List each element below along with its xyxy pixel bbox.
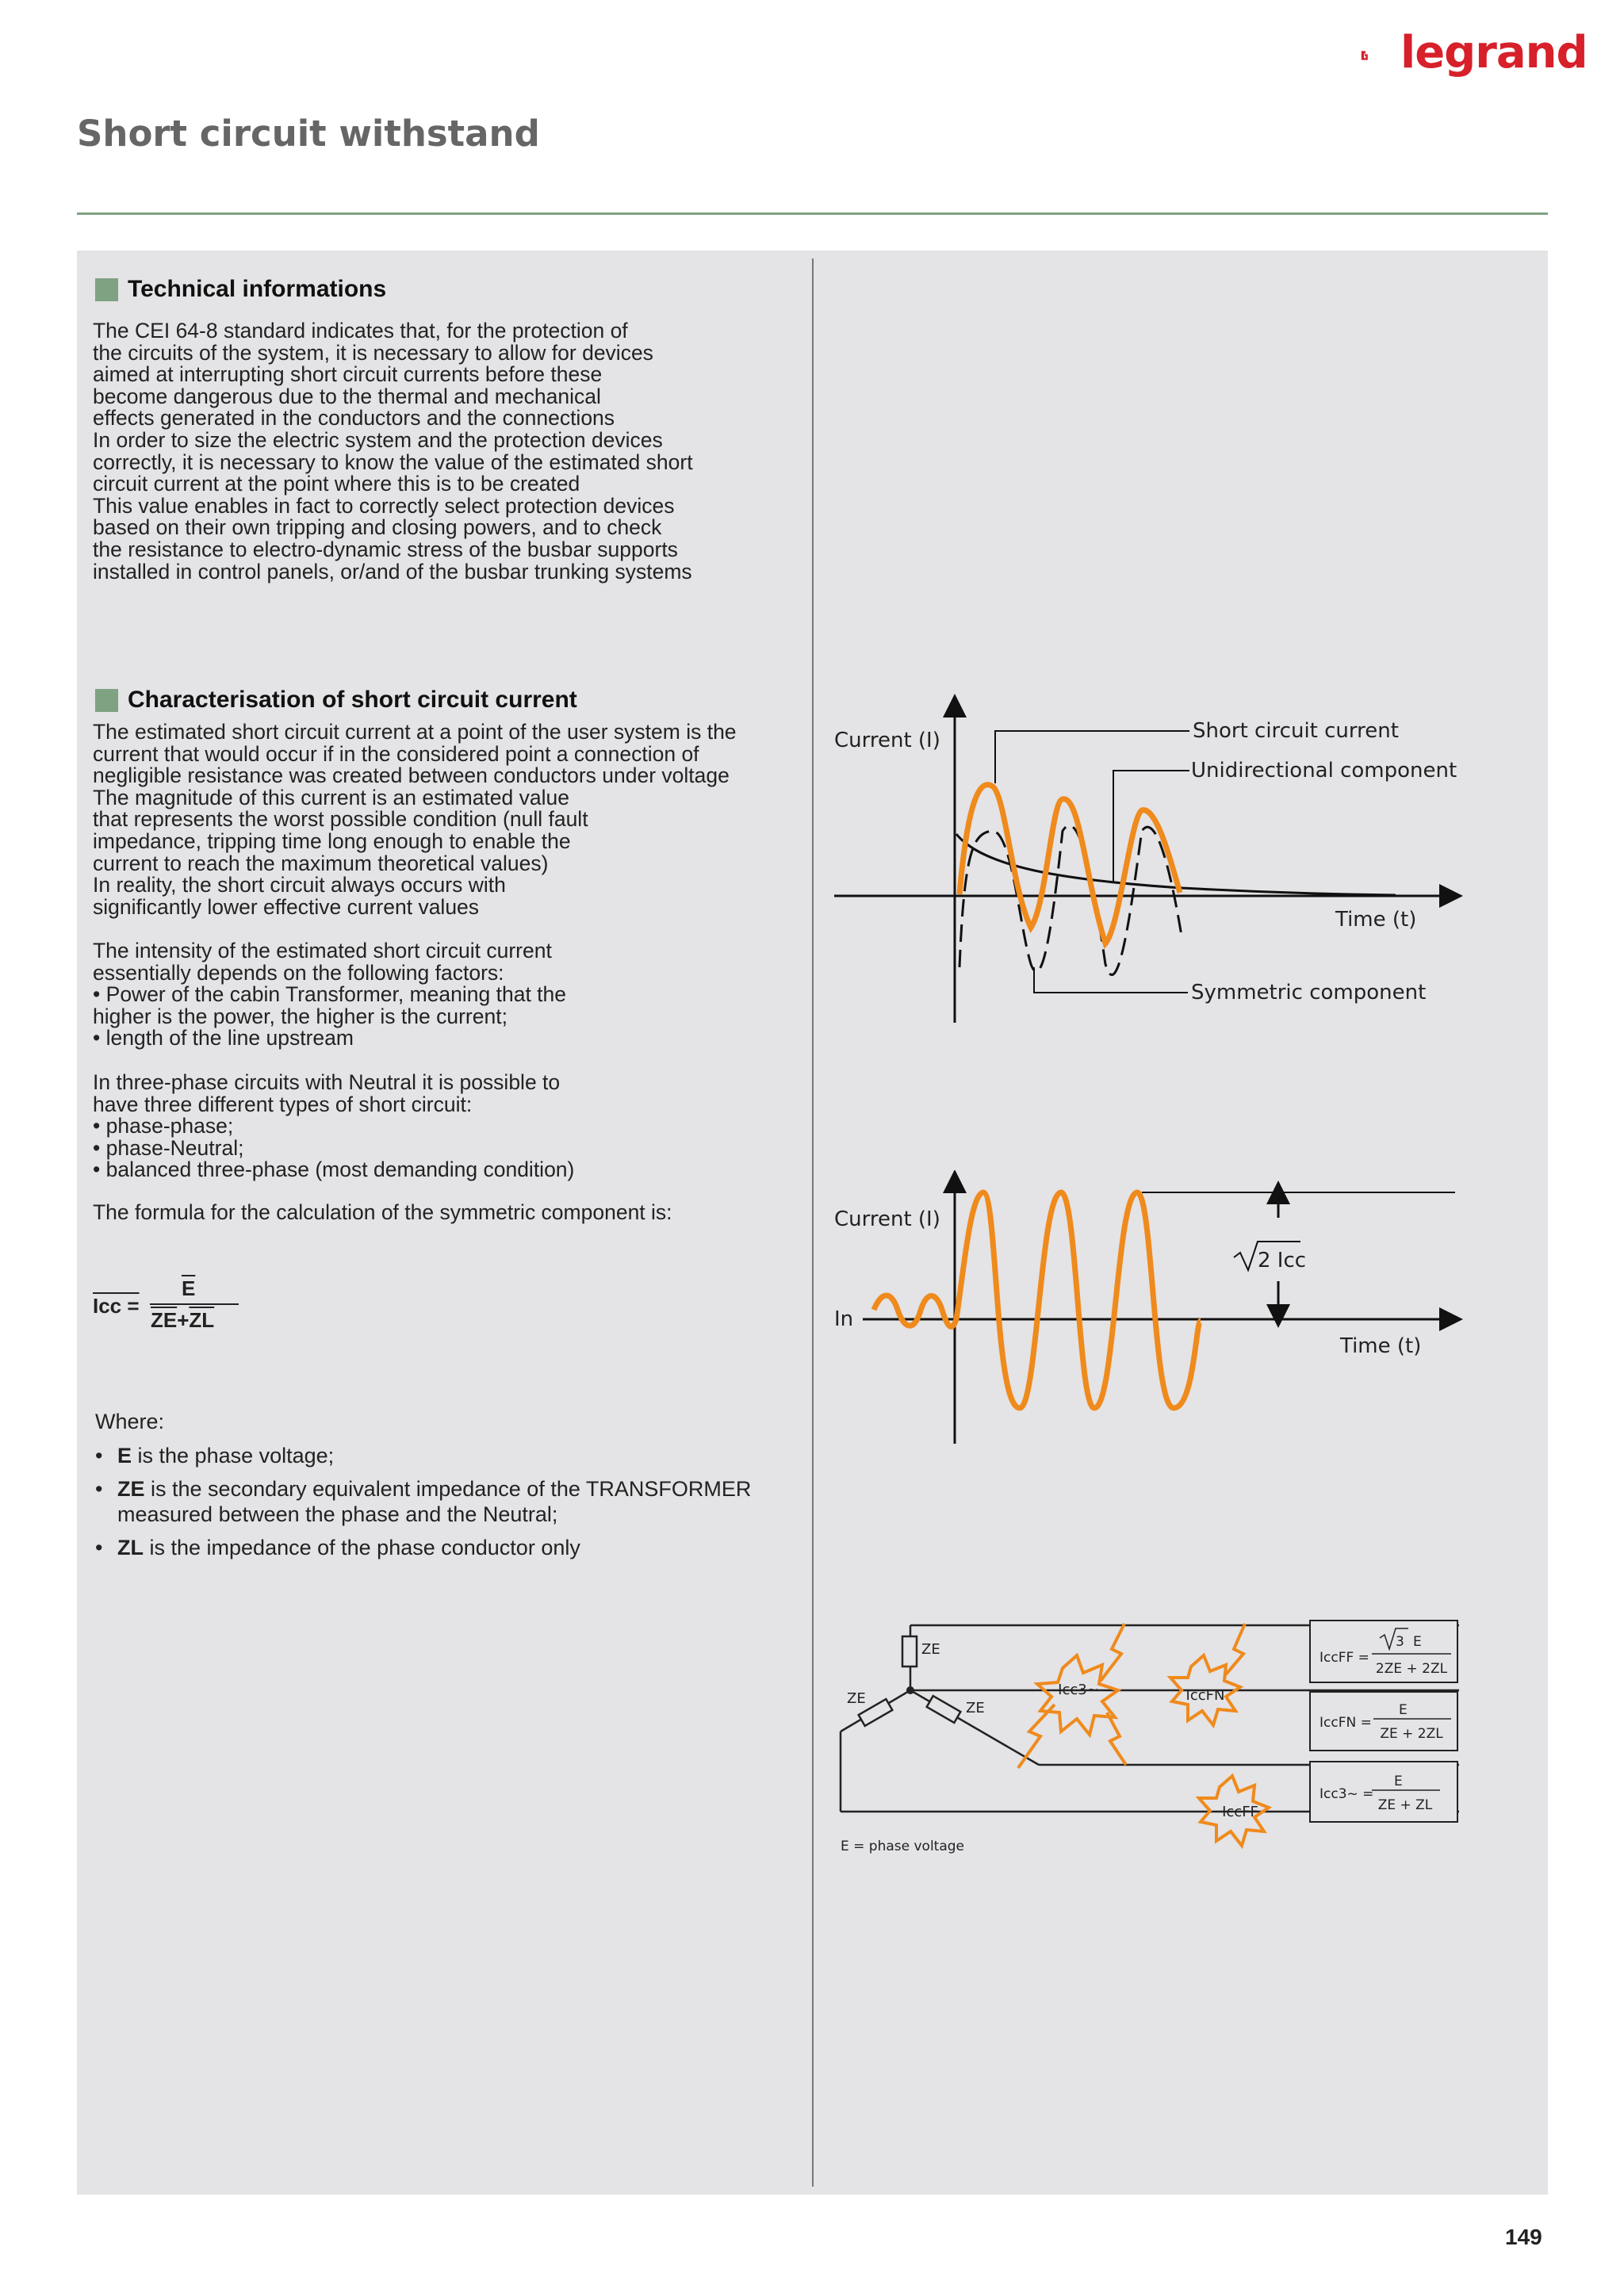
formula-den-a: $\overline{ZE}$ xyxy=(151,1308,178,1332)
where-label: Where: xyxy=(95,1410,165,1433)
callout-symmetric-line xyxy=(1034,967,1188,993)
callout-short-line xyxy=(995,731,1189,783)
callout-unidirectional-label: Unidirectional component xyxy=(1191,759,1457,783)
column-divider xyxy=(812,258,814,2187)
iccfn-label: IccFN xyxy=(1185,1687,1225,1704)
box1-root: 3 xyxy=(1396,1634,1404,1650)
short-circuit-current-curve xyxy=(959,785,1180,943)
section-heading-text: Technical informations xyxy=(128,276,387,302)
list-item xyxy=(95,1535,793,1560)
impedance-right xyxy=(927,1696,961,1723)
formula-den-plus: + xyxy=(177,1308,190,1332)
legrand-logo-icon xyxy=(1361,33,1399,78)
formula-numerator: $\overline{E}$ xyxy=(182,1276,196,1300)
list-item xyxy=(95,1443,793,1468)
section-heading-text: Characterisation of short circuit current xyxy=(128,687,577,713)
technical-body: The CEI 64-8 standard indicates that, for the protection of the circuits of the system, it is necessary to allow for devices aimed at interrupting short circuit currents before these become dangerous due to the thermal and mechanical effects generated in the conductors and the connections In order to size the electric system and the protection devices correctly, it is necessary to know the value of the estimated short circuit current at the point where this is to be created This value enables in fact to correctly select protection devices based on their own tripping and closing powers, and to check the resistance to electro-dynamic stress of the busbar supports installed in control panels, or/and of the busbar trunking systems xyxy=(93,319,693,584)
ze-right-label: ZE xyxy=(966,1700,985,1716)
box1-den: 2ZE + 2ZL xyxy=(1375,1661,1448,1677)
ze-top-label: ZE xyxy=(921,1641,940,1658)
formula-den-b: $\overline{ZL}$ xyxy=(189,1308,215,1332)
diagram2-in-label: In xyxy=(834,1307,854,1331)
list-item-text xyxy=(117,1535,793,1560)
list-item-text xyxy=(117,1443,793,1468)
box2-den: ZE + 2ZL xyxy=(1380,1726,1443,1742)
brand-name: legrand xyxy=(1400,27,1588,78)
box1-num: E xyxy=(1413,1634,1422,1650)
diagram2-y-label: Current (I) xyxy=(834,1207,940,1231)
formula-denominator xyxy=(151,1308,214,1333)
section-heading-technical xyxy=(95,276,386,303)
box2-lhs: IccFN = xyxy=(1320,1715,1372,1731)
bullet-icon: • xyxy=(95,1444,103,1468)
formula-lhs: Icc = xyxy=(93,1294,140,1318)
square-bullet-icon xyxy=(95,689,118,712)
three-phase-circuit-diagram xyxy=(825,1617,1483,1863)
callout-short-label: Short circuit current xyxy=(1193,719,1399,743)
diagram1-x-label: Time (t) xyxy=(1335,908,1417,932)
list-item xyxy=(95,1476,793,1527)
bullet-icon: • xyxy=(95,1536,103,1559)
fault-bolt-iccfn xyxy=(1226,1624,1245,1674)
term-ze-text: is the secondary equivalent impedance of the TRANSFORMER measured between the phase and the Neutral; xyxy=(117,1477,752,1526)
callout-symmetric-label: Symmetric component xyxy=(1191,981,1427,1004)
formula-fraction-bar xyxy=(150,1303,239,1305)
term-e-text: is the phase voltage; xyxy=(132,1444,335,1468)
diagram2-x-label: Time (t) xyxy=(1340,1334,1422,1358)
star-node xyxy=(906,1686,914,1694)
term-zl: ZL xyxy=(117,1536,144,1559)
term-zl-text: is the impedance of the phase conductor only xyxy=(144,1536,580,1559)
term-ze: ZE xyxy=(117,1477,145,1501)
symmetric-component-curve xyxy=(959,825,1182,974)
bullet-icon: • xyxy=(95,1477,103,1501)
box3-den: ZE + ZL xyxy=(1377,1797,1433,1813)
characterisation-para-1: The estimated short circuit current at a point of the user system is the current that would occur if in the considered point a connection of negligible resistance was created between conductors under voltage The magnitude of this current is an estimated value that represents the worst possible condition (null fault impedance, tripping time long enough to enable the current to reach the maximum theoretical values) In reality, the short circuit always occurs with significantly lower effective current values xyxy=(93,720,737,919)
peak-current-diagram xyxy=(825,1170,1483,1456)
peak-label: 2 Icc xyxy=(1258,1249,1307,1272)
short-circuit-components-diagram xyxy=(825,690,1483,1031)
box3-lhs: Icc3~ = xyxy=(1320,1786,1374,1802)
ze-left-label: ZE xyxy=(847,1690,866,1707)
header-rule xyxy=(77,212,1548,215)
characterisation-para-4: The formula for the calculation of the symmetric component is: xyxy=(93,1200,672,1224)
term-e: E xyxy=(117,1444,132,1468)
phase-voltage-note: E = phase voltage xyxy=(841,1839,965,1854)
square-bullet-icon xyxy=(95,278,118,301)
page-title: Short circuit withstand xyxy=(77,113,540,155)
list-item-text xyxy=(117,1476,793,1527)
box2-num: E xyxy=(1399,1702,1408,1718)
box1-lhs: IccFF = xyxy=(1320,1650,1369,1666)
section-heading-characterisation xyxy=(95,687,577,714)
diagram1-y-label: Current (I) xyxy=(834,729,940,752)
iccff-label: IccFF xyxy=(1222,1804,1258,1820)
characterisation-para-2: The intensity of the estimated short circuit current essentially depends on the following factors: • Power of the cabin Transformer, meaning that the higher is the power, the higher is the current; • length of the line upstream xyxy=(93,939,567,1050)
box3-num: E xyxy=(1394,1774,1403,1789)
impedance-top xyxy=(902,1636,917,1667)
page-number: 149 xyxy=(1505,2225,1542,2249)
icc3-label: Icc3~ xyxy=(1058,1682,1099,1698)
characterisation-para-3: In three-phase circuits with Neutral it is possible to have three different types of short circuit: • phase-phase; • phase-Neutral; • balanced three-phase (most demanding condition) xyxy=(93,1070,575,1182)
